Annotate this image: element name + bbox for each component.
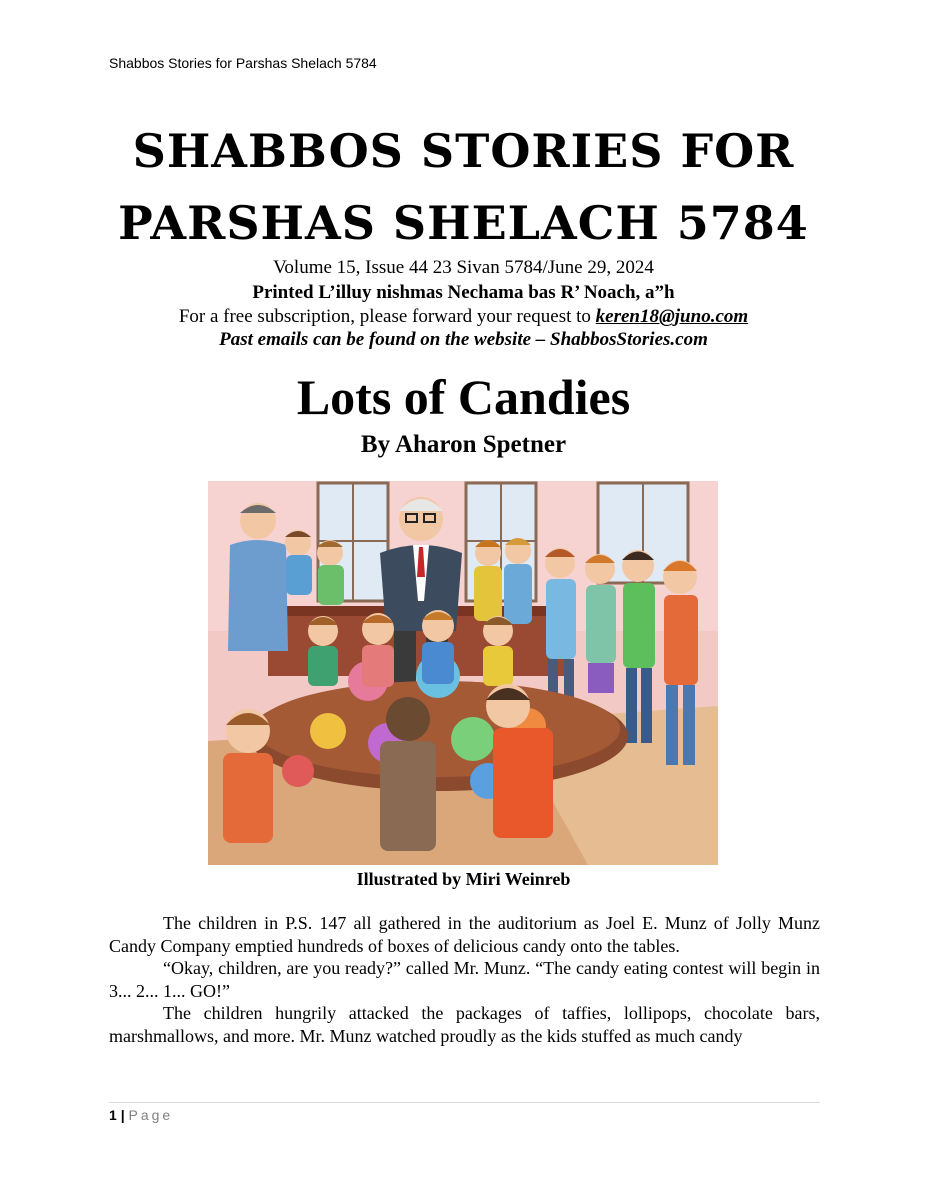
past-emails-line: Past emails can be found on the website – ShabbosStories.com (219, 329, 708, 350)
story-illustration (208, 481, 718, 865)
page-number: 1 (109, 1107, 117, 1123)
dedication-line: Printed L’illuy nishmas Nechama bas R’ Noach, a”h (252, 282, 675, 303)
footer-divider (109, 1102, 820, 1103)
newsletter-title-line-2: PARSHAS SHELACH 5784 (118, 196, 809, 250)
story-paragraph: The children in P.S. 147 all gathered in the auditorium as Joel E. Munz of Jolly Munz Candy Company emptied hundreds of boxes of delicious candy onto the tables. (109, 913, 820, 956)
page-footer (109, 1107, 173, 1123)
volume-line: Volume 15, Issue 44 23 Sivan 5784/June 29, 2024 (273, 257, 654, 278)
running-header: Shabbos Stories for Parshas Shelach 5784 (109, 55, 377, 71)
page-label: Page (128, 1107, 174, 1123)
illustration-caption: Illustrated by Miri Weinreb (356, 869, 571, 889)
subscription-text: For a free subscription, please forward your request to (178, 306, 596, 327)
newsletter-title-line-1: SHABBOS STORIES FOR (132, 124, 795, 178)
story-paragraph: The children hungrily attacked the packages of taffies, lollipops, chocolate bars, marshmallows, and more. Mr. Munz watched proudly as the kids stuffed as much candy (109, 1003, 820, 1046)
story-byline: By Aharon Spetner (360, 431, 567, 458)
story-body (109, 912, 820, 1047)
footer-separator: | (120, 1107, 125, 1123)
subscription-line (0, 307, 927, 326)
story-paragraph: “Okay, children, are you ready?” called Mr. Munz. “The candy eating contest will begin in 3... 2... 1... GO!” (109, 958, 820, 1001)
story-title: Lots of Candies (296, 369, 631, 425)
subscription-email-link[interactable]: keren18@juno.com (595, 306, 749, 327)
